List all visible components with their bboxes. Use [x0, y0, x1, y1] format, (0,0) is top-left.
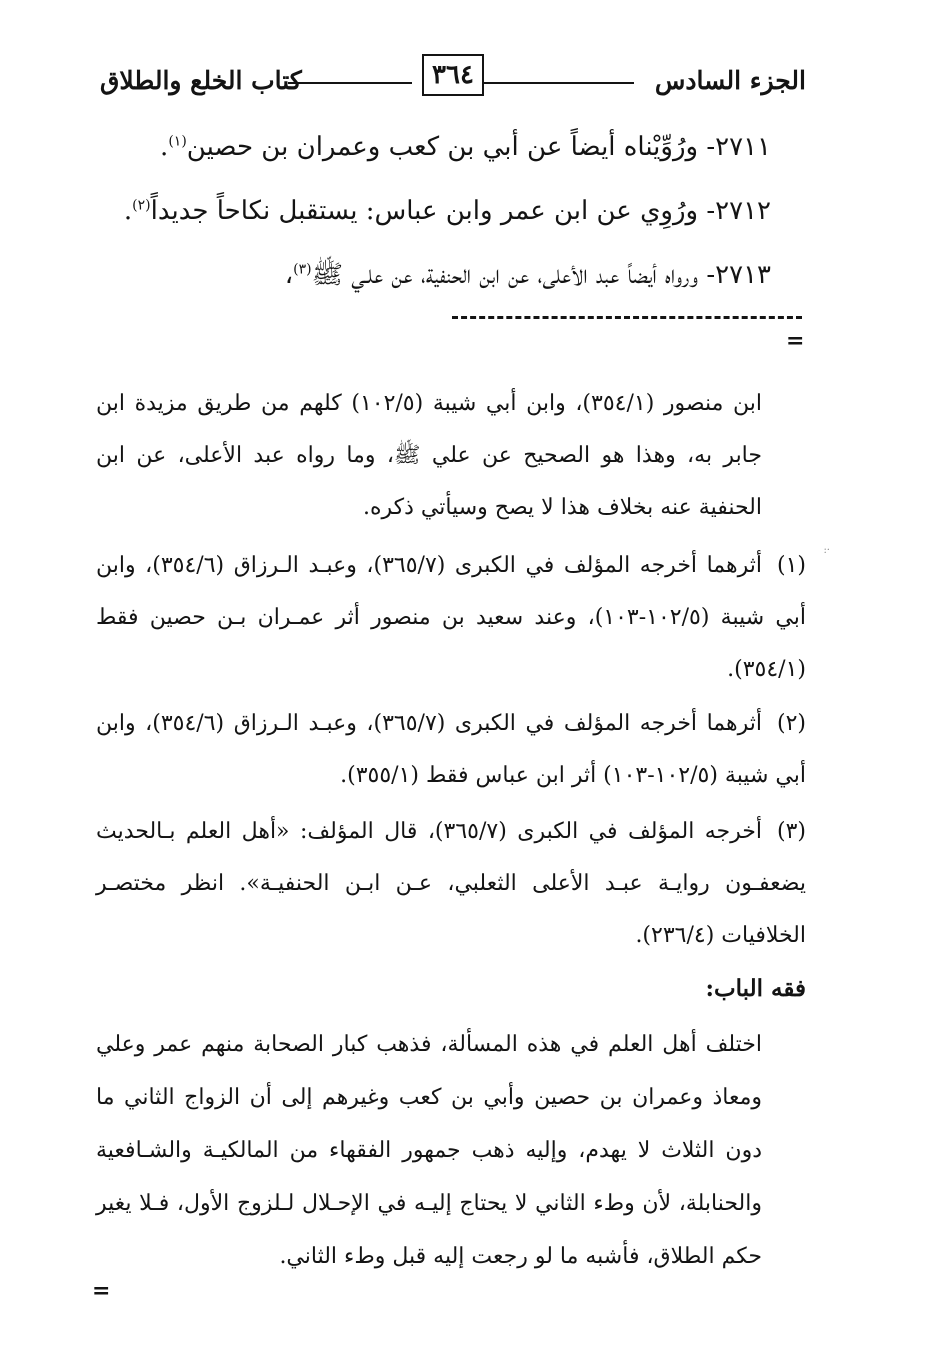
footnote-number: (٣) — [777, 819, 807, 844]
footnote-separator — [100, 306, 802, 330]
header-rule-left — [288, 82, 412, 84]
hadith-text: ٢٧١١- ورُوِّيْناه أيضاً عن أبي بن كعب وعمران بن حصين — [186, 132, 771, 162]
hadith-text: ٢٧١٢- ورُوِي عن ابن عمر وابن عباس: يستقبل نكاحاً جديداً — [150, 196, 771, 226]
footnote-ref: (٢) — [132, 197, 151, 214]
dashed-rule — [452, 316, 802, 319]
hadith-end: . — [160, 132, 169, 162]
continued-footnote: ابن منصور (٣٥٤/١)، وابن أبي شيبة (١٠٢/٥) كلهم من طريق مزيدة ابن جابر به، وهذا هو الصحيح عن علي ﷺ، وما رواه عبد الأعلى، عن ابن الحنفية عنه بخلاف هذا لا يصح وسيأتي ذكره. — [96, 391, 762, 520]
book-title: كتاب الخلع والطلاق — [100, 66, 302, 95]
continuation-mark: = — [786, 328, 805, 354]
page-header — [92, 52, 810, 102]
hadith-end: ، — [284, 260, 294, 290]
section-title: فقه الباب: — [705, 975, 806, 1002]
volume-title: الجزء السادس — [654, 66, 806, 95]
footnote-ref: (١) — [168, 133, 187, 150]
footnote-1 — [96, 540, 806, 696]
footnote-text: أثرهما أخرجه المؤلف في الكبرى (٣٦٥/٧)، وعبـد الـرزاق (٣٥٤/٦)، وابن أبي شيبة (١٠٢/٥-١٠٣)، وعند سعيد بن منصور أثر عمـران بـن حصين فقط (٣٥٤/١). — [96, 553, 806, 682]
footnote-text: أخرجه المؤلف في الكبرى (٣٦٥/٧)، قال المؤلف: «أهل العلم بـالحديث يضعفـون روايـة عبـد الأعلى الثعلبي، عـن ابـن الحنفيـة». انظر مختصـر الخلافيات (٢٣٦/٤). — [96, 819, 807, 948]
footnote-text: أثرهما أخرجه المؤلف في الكبرى (٣٦٥/٧)، وعبـد الـرزاق (٣٥٤/٦)، وابن أبي شيبة (١٠٢/٥-١٠٣) أثر ابن عباس فقط (٣٥٥/١). — [96, 711, 806, 788]
footnote-3 — [96, 806, 806, 962]
hadith-2713 — [285, 258, 771, 296]
footnote-number: (٢) — [776, 711, 806, 736]
footnote-2 — [96, 698, 806, 802]
hadith-2711 — [160, 132, 771, 162]
fiqh-paragraph: اختلف أهل العلم في هذه المسألة، فذهب كبار الصحابة منهم عمر وعلي ومعاذ وعمران بن حصين وأبي بن كعب وغيرهم إلى أن الزواج الثاني ما دون الثلاث لا يهدم، وإليه ذهب جمهور الفقهاء من المالكيـة والشـافعية والحنابلة، لأن وطء الثاني لا يحتاج إليـه في الإحـلال لـلزوج الأول، فـلا يغير حكم الطلاق، فأشبه ما لو رجعت إليه قبل وطء الثاني. — [96, 1032, 762, 1269]
scan-speck: ·: — [823, 545, 830, 556]
page-number: ٣٦٤ — [422, 54, 484, 96]
header-rule-right — [484, 82, 634, 84]
footnote-number: (١) — [776, 553, 806, 578]
continuation-mark: = — [92, 1278, 111, 1304]
hadith-2712 — [124, 196, 771, 226]
footnote-ref: (٣) — [293, 261, 312, 278]
hadith-text: ٢٧١٣- ورواه أيضاً عبد الأعلى، عن ابن الحنفية، عن علـي ﷺ — [311, 260, 771, 290]
hadith-end: . — [123, 196, 133, 226]
